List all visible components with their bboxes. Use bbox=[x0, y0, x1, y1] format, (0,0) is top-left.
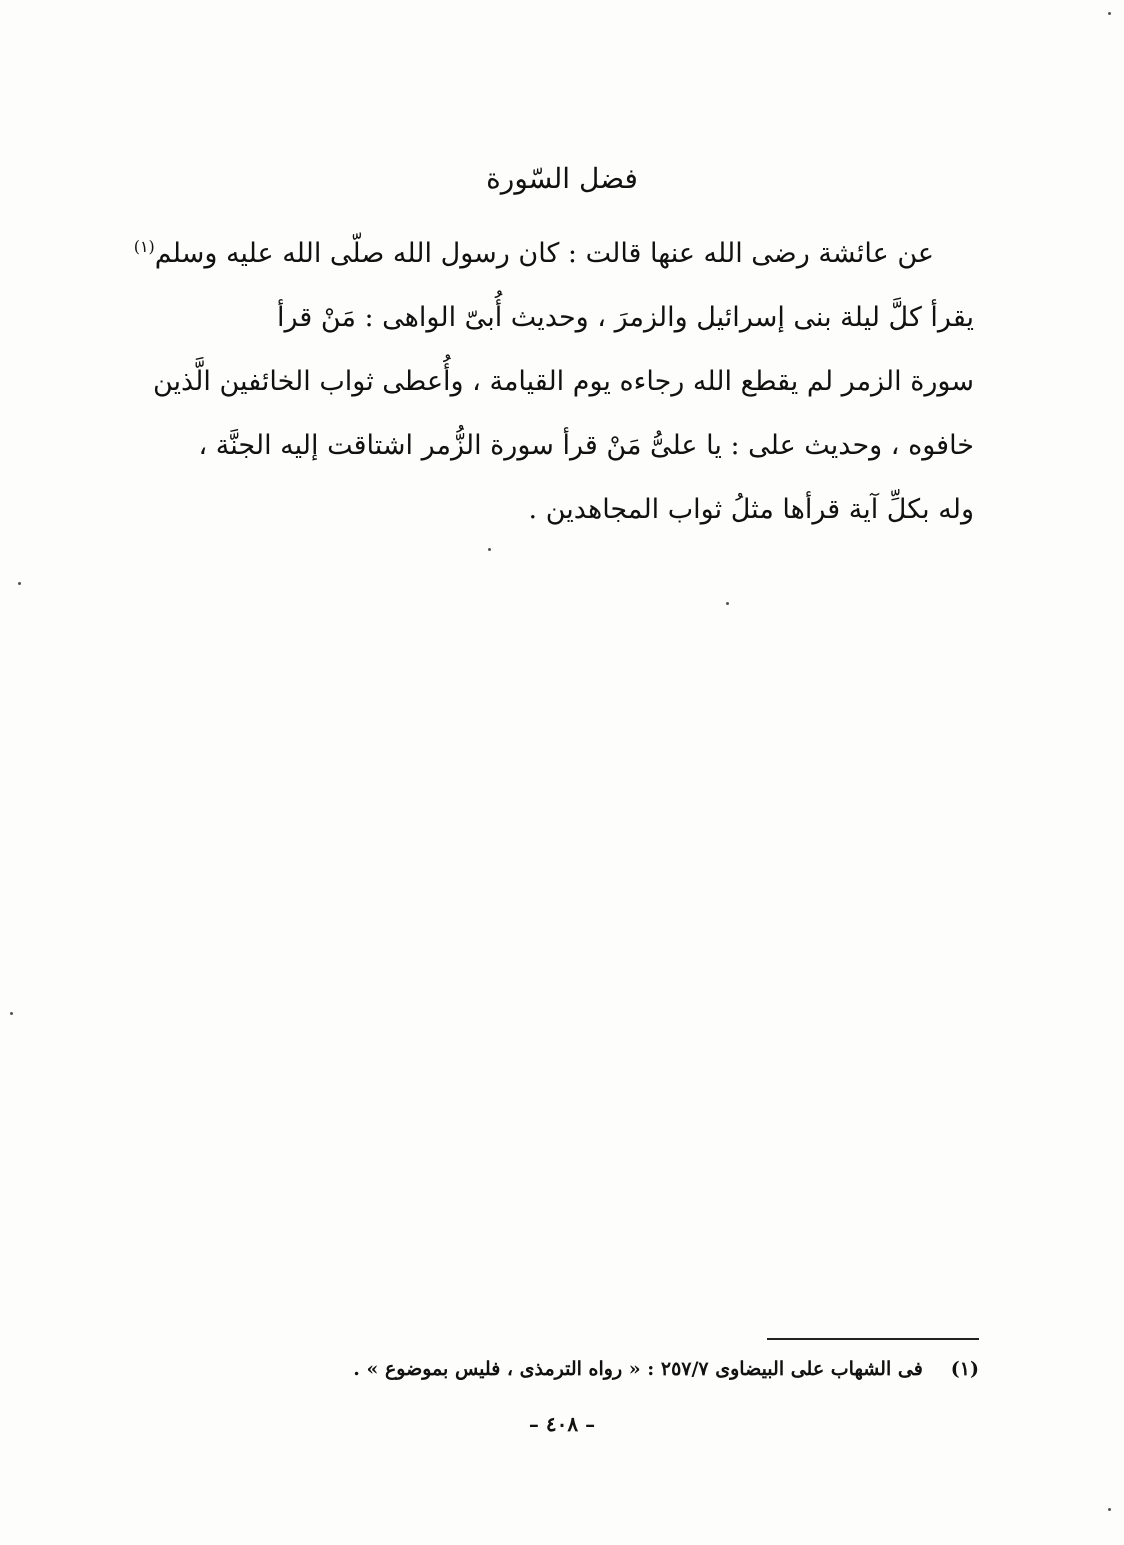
body-line bbox=[133, 222, 974, 286]
scan-speck bbox=[726, 602, 729, 605]
scan-speck bbox=[18, 582, 21, 585]
footnote-text: فى الشهاب على البيضاوى ٢٥٧/٧ : « رواه الترمذى ، فليس بموضوع » . bbox=[353, 1358, 923, 1380]
body-line-text: عن عائشة رضى الله عنها قالت : كان رسول الله صلّى الله عليه وسلم bbox=[154, 238, 934, 269]
scan-speck bbox=[1108, 12, 1111, 15]
scan-speck bbox=[488, 548, 491, 551]
body-line: وله بكلِّ آية قرأها مثلُ ثواب المجاهدين . bbox=[528, 494, 974, 525]
page-number: – ٤٠٨ – bbox=[528, 1412, 596, 1436]
scan-speck bbox=[1108, 1508, 1111, 1511]
footnote-reference: (١) bbox=[133, 237, 155, 256]
body-line: يقرأ كلَّ ليلة بنى إسرائيل والزمرَ ، وحديث أُبىّ الواهى : مَنْ قرأ bbox=[277, 302, 974, 333]
footnote-divider bbox=[767, 1338, 979, 1340]
footnote-number: (١) bbox=[950, 1358, 979, 1380]
body-paragraph bbox=[133, 222, 974, 542]
body-line: خافوه ، وحديث على : يا علىُّ مَنْ قرأ سورة الزُّمر اشتاقت إليه الجنَّة ، bbox=[198, 430, 974, 461]
footnote bbox=[149, 1358, 979, 1380]
scan-speck bbox=[10, 1012, 13, 1015]
body-line: سورة الزمر لم يقطع الله رجاءه يوم القيامة ، وأُعطى ثواب الخائفين الَّذين bbox=[152, 366, 974, 397]
section-heading: فضل السّورة bbox=[486, 162, 638, 195]
